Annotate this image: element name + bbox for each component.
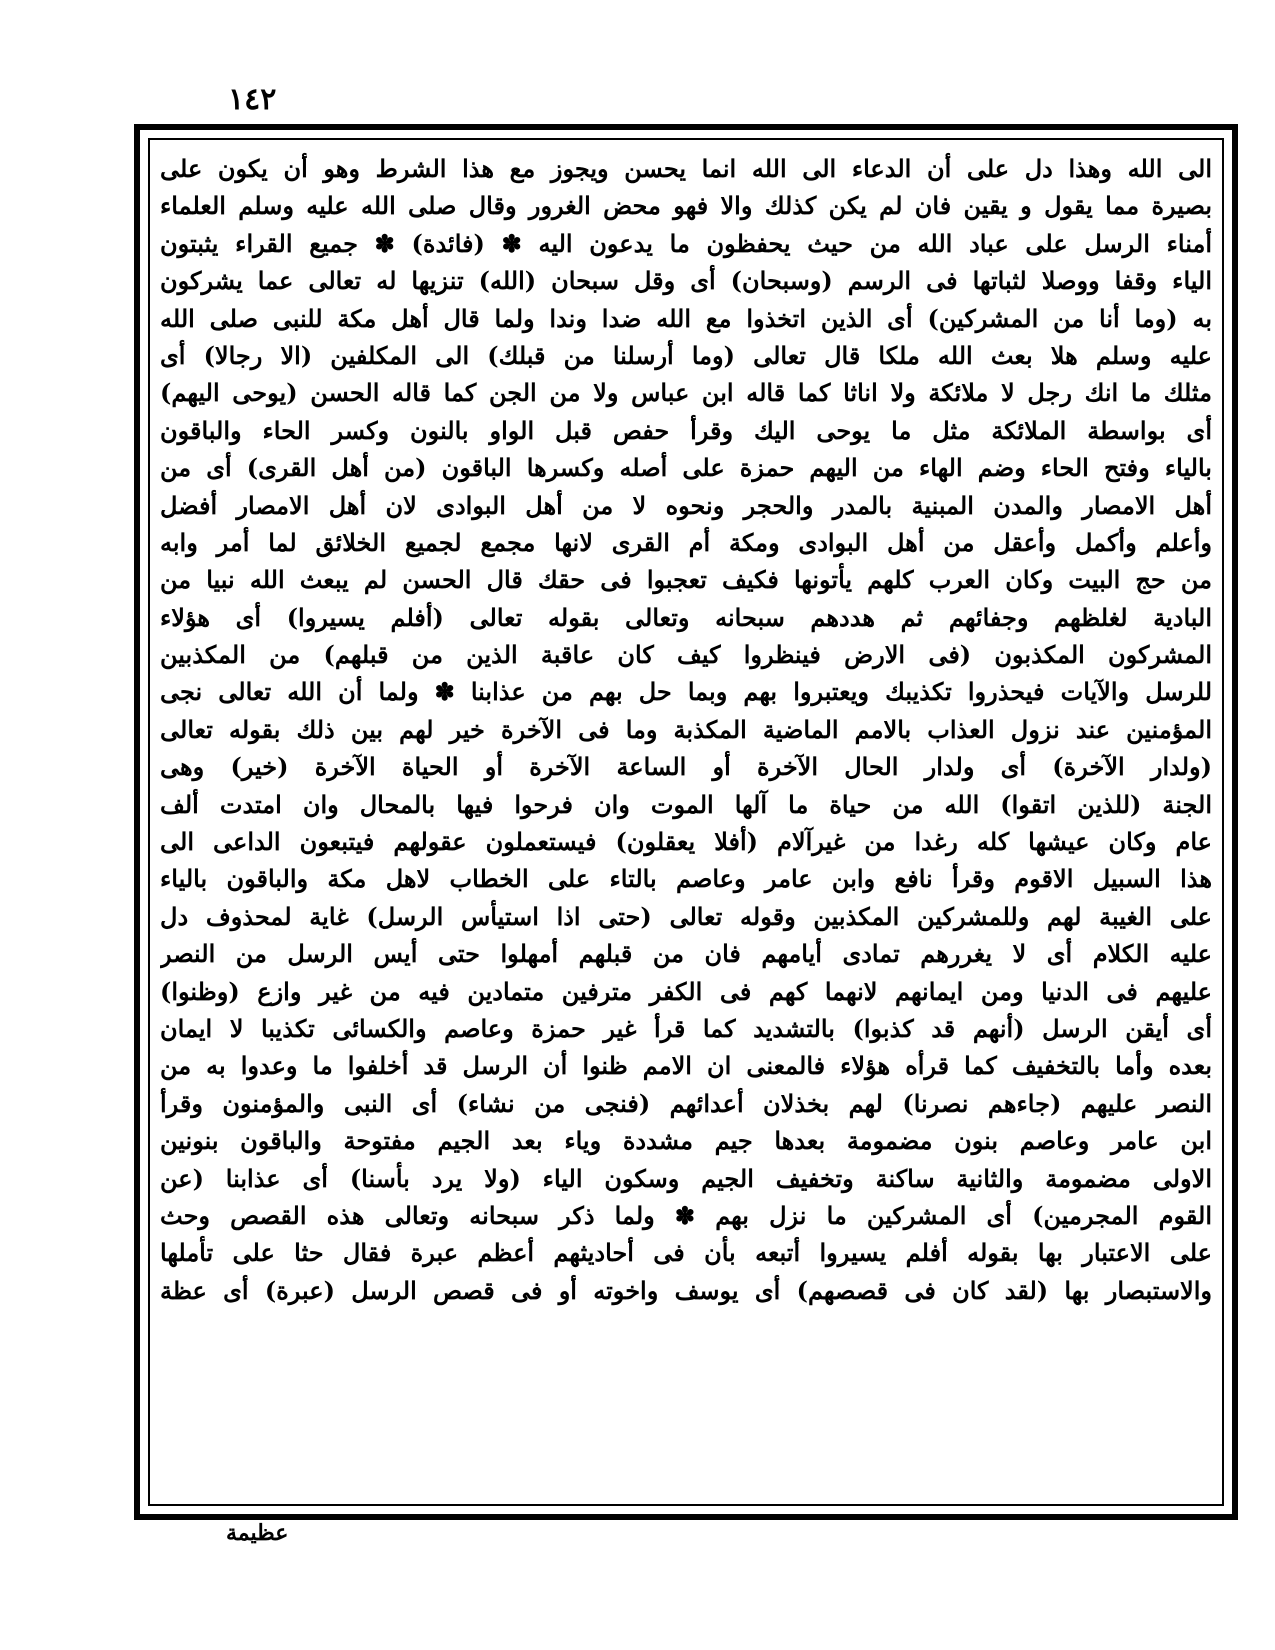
text-line: عليه وسلم هلا بعث الله ملكا قال تعالى (وما أرسلنا من قبلك) الى المكلفين (الا رجالا) أى xyxy=(160,340,1212,370)
text-line: عليه الكلام أى لا يغررهم تمادى أيامهم فان من قبلهم أمهلوا حتى أيس الرسل من النصر xyxy=(160,939,1212,969)
text-line: هذا السبيل الاقوم وقرأ نافع وابن عامر وعاصم بالتاء على الخطاب لاهل مكة والباقون بالياء xyxy=(160,864,1212,894)
text-line: على الغيبة لهم وللمشركين المكذبين وقوله تعالى (حتى اذا استيأس الرسل) غاية لمحذوف دل xyxy=(160,901,1212,931)
text-line: أهل الامصار والمدن المبنية بالمدر والحجر ونحوه لا من أهل البوادى لان أهل الامصار أفضل xyxy=(160,490,1212,520)
text-line: وأعلم وأكمل وأعقل من أهل البوادى ومكة أم القرى لانها مجمع لجميع الخلائق لما أمر وابه xyxy=(160,527,1212,557)
text-line: القوم المجرمين) أى المشركين ما نزل بهم ✽ ولما ذكر سبحانه وتعالى هذه القصص وحث xyxy=(160,1200,1212,1230)
page-number: ١٤٢ xyxy=(228,82,277,117)
text-line: المشركون المكذبون (فى الارض فينظروا كيف كان عاقبة الذين من قبلهم) من المكذبين xyxy=(160,640,1212,670)
text-line: الجنة (للذين اتقوا) الله من حياة ما آلها الموت وان فرحوا فيها بالمحال وان امتدت ألف xyxy=(160,789,1212,819)
text-line: أمناء الرسل على عباد الله من حيث يحفظون ما يدعون اليه ✽ (فائدة) ✽ جميع القراء يثبتون xyxy=(160,228,1212,258)
text-line: بصيرة مما يقول و يقين فان لم يكن كذلك والا فهو محض الغرور وقال صلى الله عليه وسلم العلماء xyxy=(160,191,1212,221)
text-line: الياء وقفا ووصلا لثباتها فى الرسم (وسبحان) أى وقل سبحان (الله) تنزيها له تعالى عما يشركون xyxy=(160,266,1212,296)
text-line: النصر عليهم (جاءهم نصرنا) لهم بخذلان أعدائهم (فنجى من نشاء) أى النبى والمؤمنون وقرأ xyxy=(160,1088,1212,1118)
text-line: الى الله وهذا دل على أن الدعاء الى الله انما يحسن ويجوز مع هذا الشرط وهو أن يكون على xyxy=(160,154,1212,183)
text-line: والاستبصار بها (لقد كان فى قصصهم) أى يوسف واخوته أو فى قصص الرسل (عبرة) أى عظة xyxy=(160,1275,1212,1305)
text-line: للرسل والآيات فيحذروا تكذيبك ويعتبروا بهم وبما حل بهم من عذابنا ✽ ولما أن الله تعالى نجى xyxy=(160,677,1212,707)
text-line: المؤمنين عند نزول العذاب بالامم الماضية المكذبة وما فى الآخرة خير لهم بين ذلك بقوله تعالى xyxy=(160,714,1212,744)
text-line: ابن عامر وعاصم بنون مضمومة بعدها جيم مشددة وياء بعد الجيم مفتوحة والباقون بنونين xyxy=(160,1126,1212,1156)
text-line: عليهم فى الدنيا ومن ايمانهم لانهما كهم فى الكفر مترفين متمادين فيه من غير وازع (وظنوا) xyxy=(160,976,1212,1006)
text-line: من حج البيت وكان العرب كلهم يأتونها فكيف تعجبوا فى حقك قال الحسن لم يبعث الله نبيا من xyxy=(160,565,1212,595)
text-line: على الاعتبار بها بقوله أفلم يسيروا أتبعه بأن فى أحاديثهم أعظم عبرة فقال حثا على تأملها xyxy=(160,1238,1212,1268)
text-line: عام وكان عيشها كله رغدا من غيرآلام (أفلا يعقلون) فيستعملون عقولهم فيتبعون الداعى الى xyxy=(160,827,1212,857)
text-line: (ولدار الآخرة) أى ولدار الحال الآخرة أو الساعة الآخرة أو الحياة الآخرة (خير) وهى xyxy=(160,752,1212,782)
text-line: أى أيقن الرسل (أنهم قد كذبوا) بالتشديد كما قرأ غير حمزة وعاصم والكسائى تكذيبا لا ايمان xyxy=(160,1013,1212,1043)
text-line: بالياء وفتح الحاء وضم الهاء من اليهم حمزة على أصله وكسرها الباقون (من أهل القرى) أى من xyxy=(160,453,1212,483)
text-line: الاولى مضمومة والثانية ساكنة وتخفيف الجيم وسكون الياء (ولا يرد بأسنا) أى عذابنا (عن xyxy=(160,1163,1212,1193)
text-block xyxy=(160,150,1212,1498)
text-line: البادية لغلظهم وجفائهم ثم هددهم سبحانه وتعالى بقوله تعالى (أفلم يسيروا) أى هؤلاء xyxy=(160,602,1212,632)
catchword: عظيمة xyxy=(226,1520,289,1546)
text-line: مثلك ما انك رجل لا ملائكة ولا اناثا كما قاله ابن عباس ولا من الجن كما قاله الحسن (يوحى اليهم) xyxy=(160,378,1212,408)
text-line: بعده وأما بالتخفيف كما قرأه هؤلاء فالمعنى ان الامم ظنوا أن الرسل قد أخلفوا ما وعدوا به من xyxy=(160,1051,1212,1081)
text-line: به (وما أنا من المشركين) أى الذين اتخذوا مع الله ضدا وندا ولما قال أهل مكة للنبى صلى الله xyxy=(160,303,1212,333)
text-line: أى بواسطة الملائكة مثل ما يوحى اليك وقرأ حفص قبل الواو بالنون وكسر الحاء والباقون xyxy=(160,415,1212,445)
